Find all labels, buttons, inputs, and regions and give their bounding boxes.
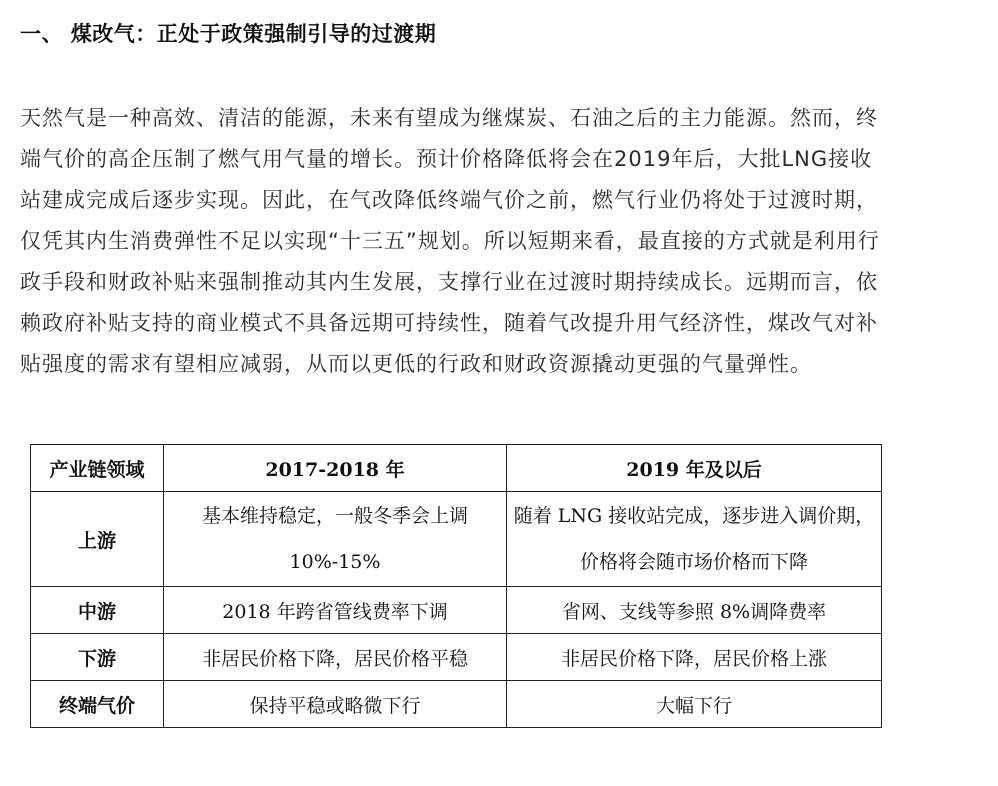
body-paragraph [20,98,970,385]
row-field: 上游 [31,492,164,587]
row-field: 终端气价 [31,681,164,728]
row-period2 [507,492,882,587]
row-period2: 省网、支线等参照 8%调降费率 [507,587,882,634]
paragraph-line: 政手段和财政补贴来强制推动其内生发展，支撑行业在过渡时期持续成长。远期而言，依 [20,270,878,294]
table-row [31,587,882,634]
cell-line: 价格将会随市场价格而下降 [579,551,808,573]
row-field: 下游 [31,634,164,681]
table-row [31,492,882,587]
cell-line: 10%-15% [289,551,381,573]
paragraph-line: 端气价的高企压制了燃气用气量的增长。预计价格降低将会在2019年后，大批LNG接收 [20,147,873,171]
header-field: 产业链领域 [31,445,164,492]
cell-line: 基本维持稳定，一般冬季会上调 [201,505,468,527]
paragraph-line: 站建成完成后逐步实现。因此，在气改降低终端气价之前，燃气行业仍将处于过渡时期， [20,188,878,212]
section-heading: 一、 煤改气：正处于政策强制引导的过渡期 [20,22,437,46]
row-period2: 大幅下行 [507,681,882,728]
row-period1: 2018 年跨省管线费率下调 [164,587,507,634]
row-period1: 非居民价格下降，居民价格平稳 [164,634,507,681]
row-period1: 保持平稳或略微下行 [164,681,507,728]
industry-chain-table [30,444,882,728]
header-period-2019-after: 2019 年及以后 [507,445,882,492]
paragraph-line: 天然气是一种高效、清洁的能源，未来有望成为继煤炭、石油之后的主力能源。然而，终 [20,106,878,130]
table-row [31,634,882,681]
header-period-2017-2018: 2017-2018 年 [164,445,507,492]
paragraph-line: 贴强度的需求有望相应减弱，从而以更低的行政和财政资源撬动更强的气量弹性。 [20,352,812,376]
table-header-row [31,445,882,492]
paragraph-line: 赖政府补贴支持的商业模式不具备远期可持续性，随着气改提升用气经济性，煤改气对补 [20,311,878,335]
row-period2: 非居民价格下降，居民价格上涨 [507,634,882,681]
row-period1 [164,492,507,587]
table-row [31,681,882,728]
row-field: 中游 [31,587,164,634]
paragraph-line: 仅凭其内生消费弹性不足以实现“十三五”规划。所以短期来看，最直接的方式就是利用行 [20,229,880,253]
cell-line: 随着 LNG 接收站完成，逐步进入调价期， [513,505,875,527]
